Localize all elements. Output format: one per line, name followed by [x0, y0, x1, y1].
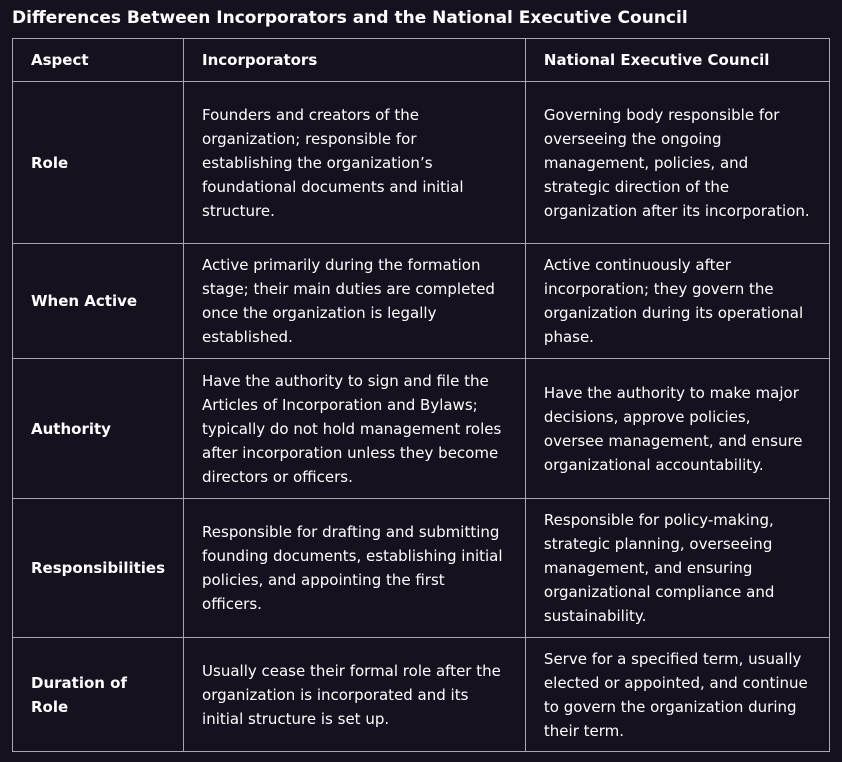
incorporators-cell: Founders and creators of the organization; responsible for establishing the organization’s foundational documents and initial structure.: [184, 82, 526, 244]
council-cell: Responsible for policy-making, strategic planning, overseeing management, and ensuring organizational compliance and sustainability.: [525, 499, 829, 638]
table-title: Differences Between Incorporators and the National Executive Council: [12, 8, 688, 28]
incorporators-cell: Have the authority to sign and file the Articles of Incorporation and Bylaws; typically do not hold management roles after incorporation unless they become directors or officers.: [184, 359, 526, 499]
table-row: [13, 359, 830, 499]
table-row: [13, 638, 830, 752]
council-cell: Governing body responsible for overseeing the ongoing management, policies, and strategic direction of the organization after its incorporation.: [525, 82, 829, 244]
header-council: National Executive Council: [525, 39, 829, 82]
table-row: [13, 244, 830, 359]
header-incorporators: Incorporators: [184, 39, 526, 82]
table-row: [13, 82, 830, 244]
council-cell: Active continuously after incorporation; they govern the organization during its operational phase.: [525, 244, 829, 359]
incorporators-cell: Usually cease their formal role after the organization is incorporated and its initial structure is set up.: [184, 638, 526, 752]
aspect-cell: When Active: [13, 244, 184, 359]
table-row: [13, 499, 830, 638]
aspect-cell: Responsibilities: [13, 499, 184, 638]
incorporators-cell: Responsible for drafting and submitting founding documents, establishing initial policies, and appointing the first officers.: [184, 499, 526, 638]
header-row: [13, 39, 830, 82]
aspect-cell: Role: [13, 82, 184, 244]
incorporators-cell: Active primarily during the formation stage; their main duties are completed once the organization is legally established.: [184, 244, 526, 359]
header-aspect: Aspect: [13, 39, 184, 82]
council-cell: Have the authority to make major decisions, approve policies, oversee management, and ensure organizational accountability.: [525, 359, 829, 499]
aspect-cell: Authority: [13, 359, 184, 499]
comparison-table: [12, 38, 830, 752]
council-cell: Serve for a specified term, usually elected or appointed, and continue to govern the organization during their term.: [525, 638, 829, 752]
aspect-cell: Duration of Role: [13, 638, 184, 752]
